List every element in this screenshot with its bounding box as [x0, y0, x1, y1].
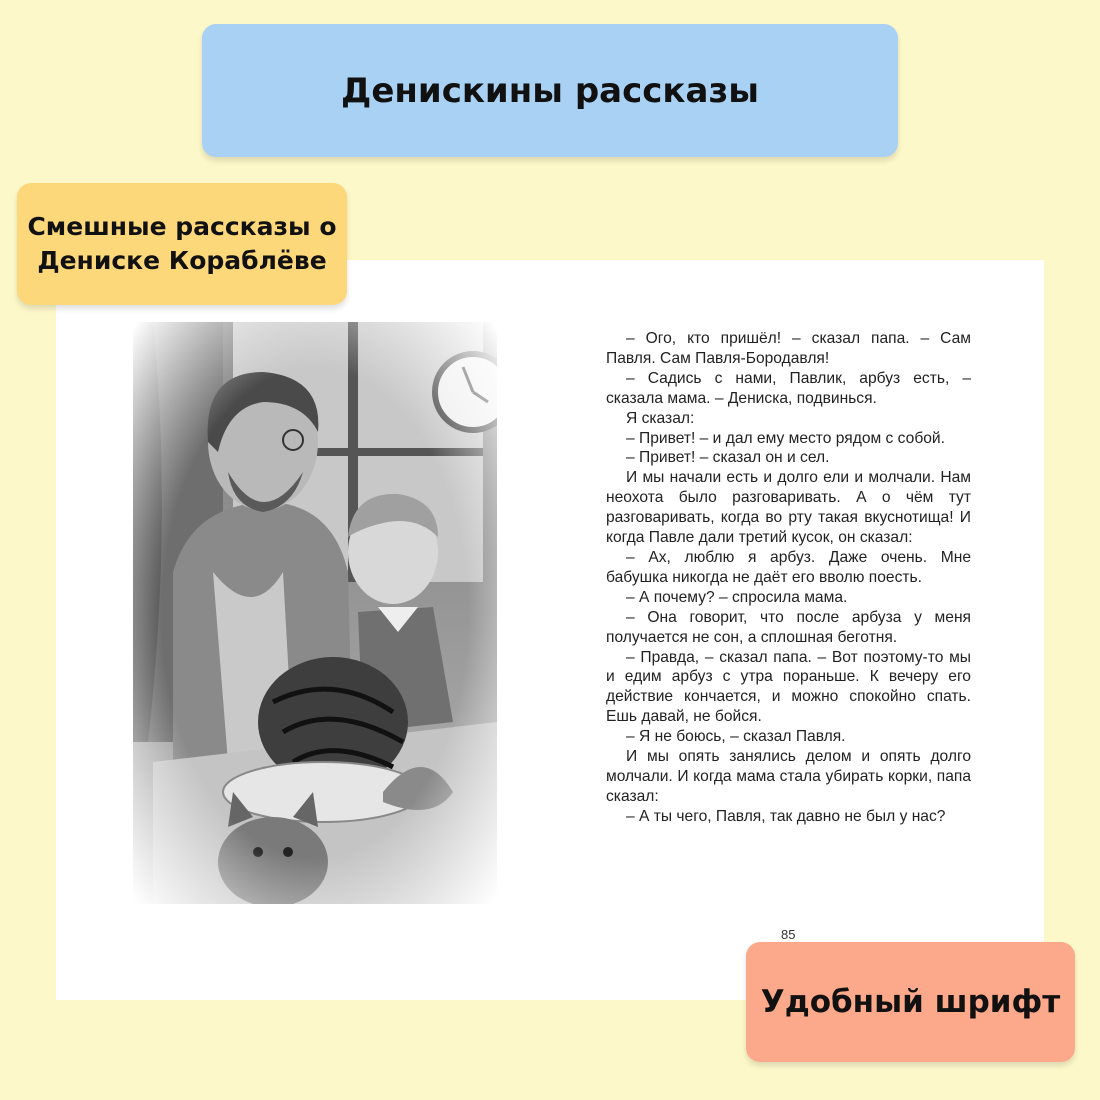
feature-badge: [746, 942, 1075, 1062]
story-paragraph: – А почему? – спросила мама.: [626, 588, 848, 606]
story-paragraph: И мы опять занялись делом и опять долго молчали. И когда мама стала убирать корки, папа сказал:: [606, 748, 971, 805]
book-illustration: [133, 322, 497, 904]
story-paragraph: – Ах, люблю я арбуз. Даже очень. Мне бабушка никогда не даёт его вволю поесть.: [606, 548, 971, 586]
story-paragraph: – Правда, – сказал папа. – Вот поэтому-то мы и едим арбуз с утра пораньше. К вечеру его действие кончается, и можно спокойно спать. Ешь давай, не бойся.: [606, 648, 971, 726]
subtitle-text: Смешные рассказы о Дениске Кораблёве: [27, 212, 337, 275]
story-paragraph: – Привет! – сказал он и сел.: [626, 449, 830, 467]
story-paragraph: – Я не боюсь, – сказал Павля.: [626, 728, 846, 746]
story-paragraph: И мы начали есть и долго ели и молчали. Нам неохота было разговаривать. А о чём тут разговаривать, когда во рту такая вкуснотища! И когда Павле дали третий кусок, он сказал:: [606, 469, 971, 547]
feature-text: Удобный шрифт: [760, 984, 1061, 1020]
story-paragraph: – Она говорит, что после арбуза у меня получается не сон, а сплошная беготня.: [606, 608, 971, 646]
story-paragraph: – Ого, кто пришёл! – сказал папа. – Сам Павля. Сам Павля-Бородавля!: [606, 330, 971, 367]
page-number: 85: [781, 927, 796, 942]
story-paragraph: – Привет! – и дал ему место рядом с собой.: [626, 429, 945, 447]
story-paragraph: – Садись с нами, Павлик, арбуз есть, – сказала мама. – Дениска, подвинься.: [606, 369, 971, 407]
book-title: Денискины рассказы: [341, 70, 759, 111]
story-text: [606, 329, 971, 827]
story-paragraph: Я сказал:: [626, 409, 695, 427]
story-paragraph: – А ты чего, Павля, так давно не был у нас?: [626, 807, 946, 825]
subtitle-badge: [17, 183, 347, 305]
title-banner: [202, 24, 898, 157]
book-page: [56, 260, 1044, 1000]
